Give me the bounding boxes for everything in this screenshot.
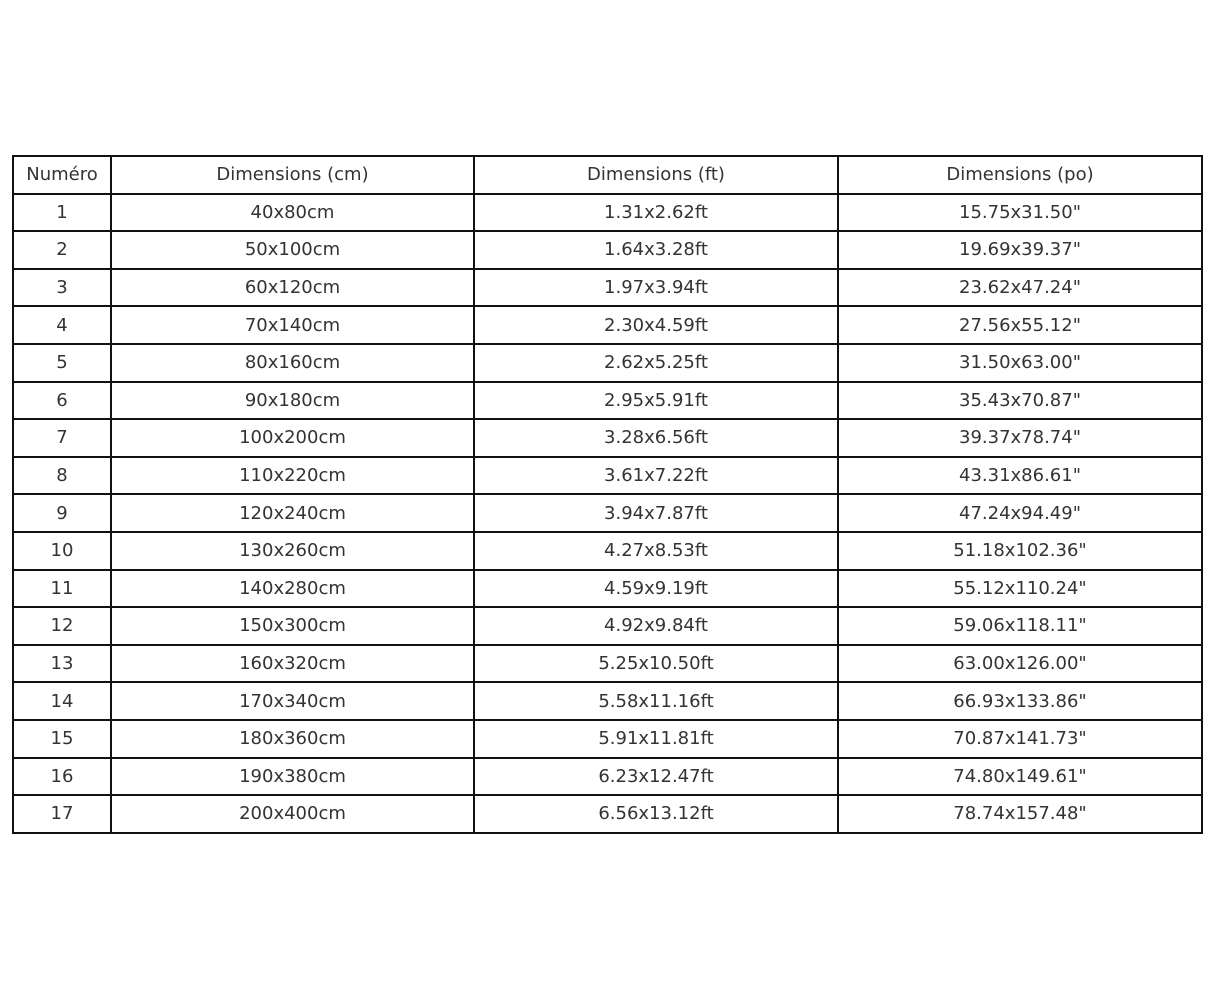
- row-number-cell: 11: [13, 570, 111, 608]
- dimensions-cm-cell: 110x220cm: [111, 457, 474, 495]
- dimensions-cm-cell: 130x260cm: [111, 532, 474, 570]
- row-number-cell: 14: [13, 682, 111, 720]
- row-number-cell: 15: [13, 720, 111, 758]
- dimensions-cm-cell: 50x100cm: [111, 231, 474, 269]
- dimensions-po-cell: 47.24x94.49": [838, 494, 1202, 532]
- table-body: [13, 194, 1202, 833]
- row-number-cell: 13: [13, 645, 111, 683]
- table-row: [13, 306, 1202, 344]
- table-row: [13, 382, 1202, 420]
- row-number-cell: 12: [13, 607, 111, 645]
- dimensions-cm-cell: 140x280cm: [111, 570, 474, 608]
- table-row: [13, 758, 1202, 796]
- row-number-cell: 6: [13, 382, 111, 420]
- dimensions-ft-cell: 6.23x12.47ft: [474, 758, 838, 796]
- table-row: [13, 682, 1202, 720]
- table-row: [13, 194, 1202, 232]
- dimensions-cm-cell: 120x240cm: [111, 494, 474, 532]
- table-row: [13, 231, 1202, 269]
- dimensions-cm-cell: 170x340cm: [111, 682, 474, 720]
- dimensions-ft-cell: 6.56x13.12ft: [474, 795, 838, 833]
- dimensions-po-cell: 19.69x39.37": [838, 231, 1202, 269]
- column-header-dimensions-po: Dimensions (po): [838, 156, 1202, 194]
- dimensions-cm-cell: 200x400cm: [111, 795, 474, 833]
- dimensions-ft-cell: 2.62x5.25ft: [474, 344, 838, 382]
- dimensions-cm-cell: 160x320cm: [111, 645, 474, 683]
- dimensions-conversion-table: [12, 155, 1203, 834]
- dimensions-ft-cell: 4.27x8.53ft: [474, 532, 838, 570]
- dimensions-cm-cell: 150x300cm: [111, 607, 474, 645]
- dimensions-cm-cell: 90x180cm: [111, 382, 474, 420]
- dimensions-po-cell: 70.87x141.73": [838, 720, 1202, 758]
- dimensions-ft-cell: 1.97x3.94ft: [474, 269, 838, 307]
- dimensions-ft-cell: 5.91x11.81ft: [474, 720, 838, 758]
- column-header-numero: Numéro: [13, 156, 111, 194]
- dimensions-po-cell: 63.00x126.00": [838, 645, 1202, 683]
- dimensions-ft-cell: 1.64x3.28ft: [474, 231, 838, 269]
- row-number-cell: 7: [13, 419, 111, 457]
- row-number-cell: 10: [13, 532, 111, 570]
- dimensions-po-cell: 78.74x157.48": [838, 795, 1202, 833]
- dimensions-po-cell: 23.62x47.24": [838, 269, 1202, 307]
- row-number-cell: 2: [13, 231, 111, 269]
- dimensions-po-cell: 66.93x133.86": [838, 682, 1202, 720]
- dimensions-po-cell: 74.80x149.61": [838, 758, 1202, 796]
- dimensions-ft-cell: 4.59x9.19ft: [474, 570, 838, 608]
- row-number-cell: 8: [13, 457, 111, 495]
- dimensions-cm-cell: 100x200cm: [111, 419, 474, 457]
- dimensions-table-container: [12, 155, 1203, 834]
- dimensions-cm-cell: 190x380cm: [111, 758, 474, 796]
- row-number-cell: 9: [13, 494, 111, 532]
- table-row: [13, 532, 1202, 570]
- dimensions-ft-cell: 3.28x6.56ft: [474, 419, 838, 457]
- dimensions-ft-cell: 4.92x9.84ft: [474, 607, 838, 645]
- header-row: [13, 156, 1202, 194]
- dimensions-cm-cell: 60x120cm: [111, 269, 474, 307]
- dimensions-ft-cell: 5.25x10.50ft: [474, 645, 838, 683]
- table-row: [13, 457, 1202, 495]
- column-header-dimensions-cm: Dimensions (cm): [111, 156, 474, 194]
- row-number-cell: 1: [13, 194, 111, 232]
- dimensions-ft-cell: 2.95x5.91ft: [474, 382, 838, 420]
- table-row: [13, 645, 1202, 683]
- dimensions-po-cell: 51.18x102.36": [838, 532, 1202, 570]
- row-number-cell: 4: [13, 306, 111, 344]
- dimensions-ft-cell: 3.61x7.22ft: [474, 457, 838, 495]
- dimensions-cm-cell: 70x140cm: [111, 306, 474, 344]
- dimensions-ft-cell: 5.58x11.16ft: [474, 682, 838, 720]
- dimensions-po-cell: 15.75x31.50": [838, 194, 1202, 232]
- dimensions-po-cell: 43.31x86.61": [838, 457, 1202, 495]
- table-row: [13, 607, 1202, 645]
- dimensions-po-cell: 27.56x55.12": [838, 306, 1202, 344]
- dimensions-po-cell: 39.37x78.74": [838, 419, 1202, 457]
- dimensions-po-cell: 31.50x63.00": [838, 344, 1202, 382]
- dimensions-ft-cell: 3.94x7.87ft: [474, 494, 838, 532]
- dimensions-po-cell: 59.06x118.11": [838, 607, 1202, 645]
- dimensions-po-cell: 55.12x110.24": [838, 570, 1202, 608]
- dimensions-ft-cell: 1.31x2.62ft: [474, 194, 838, 232]
- table-row: [13, 720, 1202, 758]
- dimensions-cm-cell: 40x80cm: [111, 194, 474, 232]
- column-header-dimensions-ft: Dimensions (ft): [474, 156, 838, 194]
- dimensions-ft-cell: 2.30x4.59ft: [474, 306, 838, 344]
- table-row: [13, 570, 1202, 608]
- dimensions-po-cell: 35.43x70.87": [838, 382, 1202, 420]
- table-row: [13, 269, 1202, 307]
- table-row: [13, 344, 1202, 382]
- dimensions-cm-cell: 80x160cm: [111, 344, 474, 382]
- dimensions-cm-cell: 180x360cm: [111, 720, 474, 758]
- table-row: [13, 419, 1202, 457]
- row-number-cell: 16: [13, 758, 111, 796]
- table-row: [13, 795, 1202, 833]
- row-number-cell: 5: [13, 344, 111, 382]
- row-number-cell: 3: [13, 269, 111, 307]
- row-number-cell: 17: [13, 795, 111, 833]
- table-row: [13, 494, 1202, 532]
